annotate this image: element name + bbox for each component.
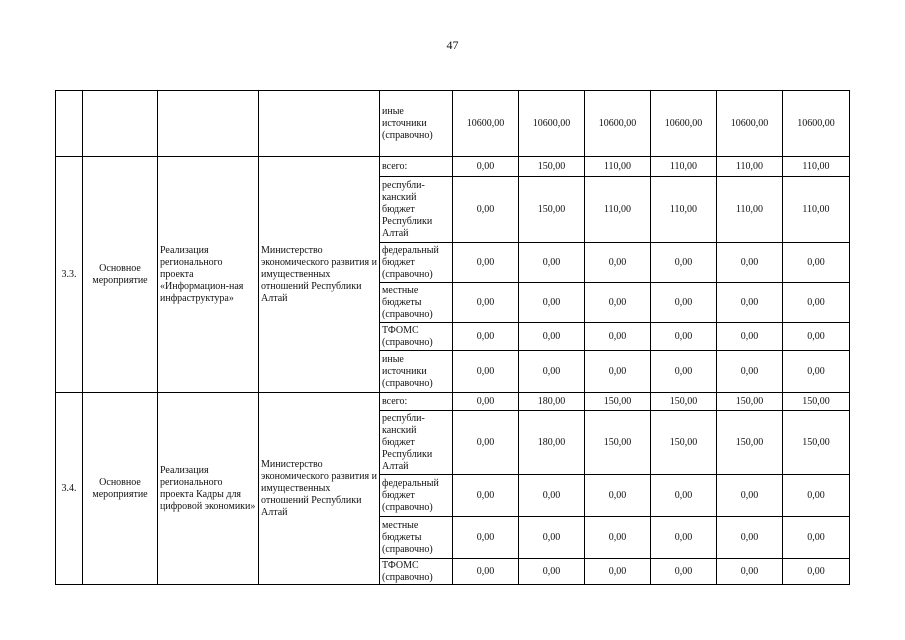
- value-cell: 0,00: [783, 517, 850, 559]
- value-cell: 0,00: [783, 351, 850, 393]
- value-cell: 0,00: [717, 475, 783, 517]
- source-cell: федеральный бюджет (справочно): [380, 475, 453, 517]
- value-cell: 150,00: [651, 393, 717, 411]
- value-cell: 0,00: [717, 283, 783, 323]
- value-cell: 0,00: [717, 559, 783, 585]
- source-cell: местные бюджеты (справочно): [380, 517, 453, 559]
- value-cell: 150,00: [717, 393, 783, 411]
- value-cell: 0,00: [783, 243, 850, 283]
- table-body: [56, 91, 850, 585]
- section-executor: Министерство экономического развития и имущественных отношений Республики Алтай: [259, 393, 380, 585]
- value-cell: 0,00: [453, 411, 519, 475]
- value-cell: 0,00: [651, 475, 717, 517]
- value-cell: 150,00: [783, 411, 850, 475]
- value-cell: 0,00: [651, 283, 717, 323]
- value-cell: 0,00: [717, 517, 783, 559]
- value-cell: 150,00: [519, 157, 585, 177]
- value-cell: 0,00: [585, 351, 651, 393]
- value-cell: 0,00: [453, 177, 519, 243]
- value-cell: 0,00: [519, 283, 585, 323]
- value-cell: 0,00: [585, 559, 651, 585]
- value-cell: 10600,00: [453, 91, 519, 157]
- value-cell: 0,00: [453, 475, 519, 517]
- value-cell: 10600,00: [717, 91, 783, 157]
- value-cell: 0,00: [519, 559, 585, 585]
- value-cell: 150,00: [585, 393, 651, 411]
- source-cell: ТФОМС (справочно): [380, 559, 453, 585]
- value-cell: 0,00: [585, 517, 651, 559]
- value-cell: 0,00: [783, 323, 850, 351]
- value-cell: 150,00: [783, 393, 850, 411]
- value-cell: 150,00: [651, 411, 717, 475]
- value-cell: 10600,00: [585, 91, 651, 157]
- section-type: Основное мероприятие: [83, 157, 158, 393]
- value-cell: 180,00: [519, 393, 585, 411]
- source-cell: всего:: [380, 393, 453, 411]
- value-cell: 0,00: [783, 559, 850, 585]
- value-cell: 150,00: [717, 411, 783, 475]
- empty-cell: [83, 91, 158, 157]
- value-cell: 110,00: [651, 177, 717, 243]
- value-cell: 0,00: [519, 323, 585, 351]
- value-cell: 0,00: [651, 323, 717, 351]
- budget-table: [55, 90, 850, 585]
- value-cell: 0,00: [519, 475, 585, 517]
- value-cell: 0,00: [519, 243, 585, 283]
- source-cell: ТФОМС (справочно): [380, 323, 453, 351]
- source-cell: иные источники (справочно): [380, 351, 453, 393]
- section-number: 3.3.: [56, 157, 83, 393]
- source-cell: республи-канский бюджет Республики Алтай: [380, 411, 453, 475]
- value-cell: 110,00: [717, 177, 783, 243]
- value-cell: 150,00: [585, 411, 651, 475]
- value-cell: 150,00: [519, 177, 585, 243]
- value-cell: 110,00: [585, 157, 651, 177]
- value-cell: 0,00: [453, 283, 519, 323]
- value-cell: 110,00: [717, 157, 783, 177]
- value-cell: 0,00: [453, 323, 519, 351]
- empty-cell: [259, 91, 380, 157]
- value-cell: 0,00: [585, 475, 651, 517]
- value-cell: 180,00: [519, 411, 585, 475]
- source-cell: местные бюджеты (справочно): [380, 283, 453, 323]
- source-cell: федеральный бюджет (справочно): [380, 243, 453, 283]
- value-cell: 0,00: [453, 393, 519, 411]
- section-executor: Министерство экономического развития и имущественных отношений Республики Алтай: [259, 157, 380, 393]
- value-cell: 0,00: [453, 351, 519, 393]
- empty-cell: [158, 91, 259, 157]
- value-cell: 0,00: [585, 283, 651, 323]
- value-cell: 0,00: [651, 559, 717, 585]
- value-cell: 0,00: [453, 157, 519, 177]
- value-cell: 10600,00: [519, 91, 585, 157]
- page-number: 47: [446, 38, 459, 52]
- value-cell: 0,00: [651, 351, 717, 393]
- table-row: [56, 393, 850, 411]
- value-cell: 0,00: [783, 475, 850, 517]
- value-cell: 0,00: [651, 243, 717, 283]
- section-name: Реализация регионального проекта Кадры для цифровой экономики»: [158, 393, 259, 585]
- value-cell: 0,00: [585, 323, 651, 351]
- section-type: Основное мероприятие: [83, 393, 158, 585]
- value-cell: 0,00: [717, 351, 783, 393]
- section-number: 3.4.: [56, 393, 83, 585]
- source-cell: всего:: [380, 157, 453, 177]
- value-cell: 0,00: [453, 559, 519, 585]
- source-cell: республи-канский бюджет Республики Алтай: [380, 177, 453, 243]
- value-cell: 0,00: [519, 517, 585, 559]
- value-cell: 110,00: [783, 157, 850, 177]
- value-cell: 0,00: [519, 351, 585, 393]
- source-cell: иные источники (справочно): [380, 91, 453, 157]
- value-cell: 0,00: [585, 243, 651, 283]
- value-cell: 10600,00: [651, 91, 717, 157]
- value-cell: 110,00: [585, 177, 651, 243]
- value-cell: 0,00: [717, 323, 783, 351]
- table-row: [56, 91, 850, 157]
- value-cell: 110,00: [783, 177, 850, 243]
- empty-cell: [56, 91, 83, 157]
- value-cell: 110,00: [651, 157, 717, 177]
- value-cell: 0,00: [651, 517, 717, 559]
- value-cell: 0,00: [453, 243, 519, 283]
- table-row: [56, 157, 850, 177]
- value-cell: 0,00: [783, 283, 850, 323]
- section-name: Реализация регионального проекта «Информацион-ная инфраструктура»: [158, 157, 259, 393]
- value-cell: 0,00: [717, 243, 783, 283]
- value-cell: 0,00: [453, 517, 519, 559]
- value-cell: 10600,00: [783, 91, 850, 157]
